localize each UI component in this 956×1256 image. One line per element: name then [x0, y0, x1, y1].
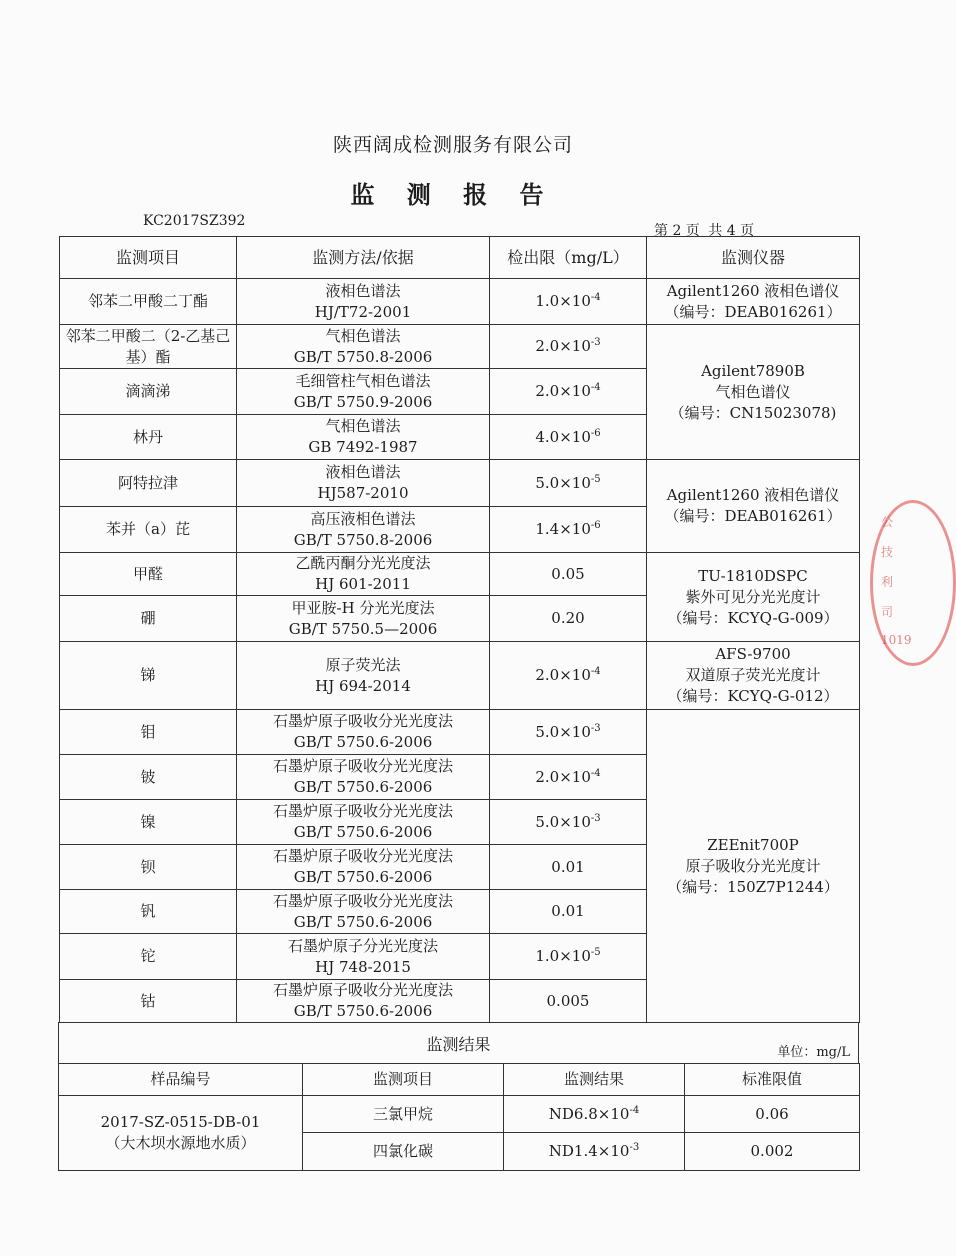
- seal-char: 司: [881, 605, 894, 619]
- table-header-row: [60, 237, 860, 279]
- result-base: ND1.4×10: [548, 1142, 630, 1160]
- result-limit: 0.06: [685, 1096, 860, 1133]
- page-number: 第 2 页: [654, 223, 700, 239]
- method-name: 液相色谱法: [325, 281, 401, 300]
- limit-cell: [490, 934, 647, 980]
- limit-cell: [490, 800, 647, 845]
- table-row: [60, 460, 860, 507]
- instrument-model: 紫外可见分光光度计: [685, 587, 821, 606]
- instrument-model: 双道原子荧光光度计: [685, 666, 821, 684]
- method-cell: [237, 710, 490, 755]
- limit-cell: [490, 460, 647, 507]
- seal-year: 1019: [881, 633, 912, 647]
- item-cell: 甲醛: [60, 553, 237, 596]
- methods-table: [59, 236, 860, 1023]
- limit-cell: [490, 596, 647, 642]
- limit-exponent: -4: [590, 292, 601, 303]
- method-cell: [237, 642, 490, 710]
- table-row: [60, 325, 860, 369]
- table-row: [60, 279, 860, 325]
- limit-cell: [490, 279, 647, 325]
- header-result: 监测结果: [504, 1064, 685, 1096]
- result-value: [504, 1096, 685, 1133]
- limit-base: 2.0×10: [535, 767, 591, 786]
- method-name: 液相色谱法: [325, 463, 401, 481]
- method-standard: GB/T 5750.6-2006: [293, 778, 433, 796]
- limit-base: 4.0×10: [535, 427, 591, 446]
- method-standard: HJ 694-2014: [315, 676, 411, 695]
- limit-exponent: -3: [590, 812, 601, 824]
- method-name: 毛细管柱气相色谱法: [295, 371, 431, 390]
- result-base: ND6.8×10: [548, 1104, 630, 1123]
- limit-base: 1.0×10: [535, 292, 591, 310]
- method-cell: [237, 415, 490, 460]
- header-item: 监测项目: [60, 237, 237, 279]
- method-name: 石墨炉原子吸收分光光度法: [272, 757, 453, 775]
- instrument-cell: [647, 279, 860, 325]
- limit-cell: [490, 980, 647, 1023]
- method-name: 气相色谱法: [325, 326, 401, 345]
- header-sample-id: 样品编号: [59, 1064, 303, 1096]
- result-value: [504, 1133, 685, 1171]
- limit-cell: [490, 845, 647, 890]
- limit-base: 0.05: [551, 564, 585, 583]
- method-standard: GB/T 5750.6-2006: [293, 912, 433, 931]
- instrument-cell: [647, 553, 860, 642]
- results-unit: 单位：mg/L: [777, 1045, 850, 1060]
- limit-base: 2.0×10: [535, 337, 591, 355]
- method-name: 石墨炉原子分光光度法: [287, 936, 438, 955]
- instrument-cell: [647, 642, 860, 710]
- method-standard: HJ/T72-2001: [314, 302, 412, 321]
- instrument-model: 原子吸收分光光度计: [685, 856, 821, 875]
- method-cell: [237, 553, 490, 596]
- seal-char: 公: [881, 515, 894, 529]
- method-name: 高压液相色谱法: [310, 509, 416, 528]
- method-cell: [237, 934, 490, 980]
- method-cell: [237, 325, 490, 369]
- seal-char: 利: [881, 575, 894, 589]
- method-name: 气相色谱法: [325, 417, 401, 435]
- method-standard: GB/T 5750.5—2006: [288, 619, 438, 638]
- method-cell: [237, 755, 490, 800]
- result-limit: 0.002: [685, 1133, 860, 1171]
- method-cell: [237, 800, 490, 845]
- method-standard: GB/T 5750.8-2006: [293, 347, 433, 366]
- result-exponent: -4: [629, 1104, 640, 1116]
- item-cell: 邻苯二甲酸二丁酯: [60, 279, 237, 325]
- report-title: 监 测 报 告: [350, 180, 556, 209]
- method-cell: [237, 460, 490, 507]
- result-row: [59, 1096, 860, 1133]
- results-title: 监测结果: [426, 1035, 491, 1054]
- limit-cell: [490, 890, 647, 934]
- results-header-row: [59, 1064, 860, 1096]
- method-standard: GB/T 5750.9-2006: [293, 392, 433, 411]
- limit-base: 0.01: [551, 857, 585, 876]
- limit-base: 5.0×10: [535, 473, 591, 492]
- instrument-code: （编号：KCYQ-G-009）: [667, 608, 839, 627]
- page-total: 共 4 页: [708, 223, 755, 239]
- limit-cell: [490, 642, 647, 710]
- instrument-code: （编号：CN15023078): [669, 403, 837, 422]
- instrument-name: TU-1810DSPC: [698, 566, 808, 585]
- method-name: 原子荧光法: [325, 655, 401, 674]
- item-cell: 锑: [60, 642, 237, 710]
- method-standard: HJ 601-2011: [315, 575, 411, 593]
- limit-exponent: -5: [590, 947, 601, 958]
- item-cell: 钼: [60, 710, 237, 755]
- limit-base: 5.0×10: [535, 722, 591, 741]
- instrument-code: （编号：150Z7P1244）: [667, 877, 839, 896]
- instrument-name: Agilent7890B: [701, 361, 805, 380]
- item-cell: 滴滴涕: [60, 369, 237, 415]
- instrument-name: ZEEnit700P: [707, 835, 799, 854]
- limit-cell: [490, 415, 647, 460]
- company-name: 陕西阔成检测服务有限公司: [332, 134, 573, 156]
- header-method: 监测方法/依据: [237, 237, 490, 279]
- limit-exponent: -4: [590, 382, 601, 393]
- method-cell: [237, 890, 490, 934]
- limit-cell: [490, 507, 647, 553]
- limit-cell: [490, 755, 647, 800]
- results-table: [58, 1063, 860, 1171]
- method-standard: GB 7492-1987: [308, 438, 418, 456]
- seal-char: 技: [881, 545, 894, 559]
- report-number: KC2017SZ392: [143, 213, 246, 229]
- limit-base: 1.0×10: [535, 947, 591, 965]
- method-standard: GB/T 5750.8-2006: [293, 530, 433, 549]
- sample-cell: [59, 1096, 303, 1171]
- instrument-name: AFS-9700: [715, 645, 791, 663]
- results-header: [58, 1022, 859, 1063]
- sample-id: 2017-SZ-0515-DB-01: [100, 1113, 261, 1131]
- item-cell: 钒: [60, 890, 237, 934]
- header-limit: 检出限（mg/L）: [490, 237, 647, 279]
- result-item: 三氯甲烷: [303, 1096, 504, 1133]
- header-standard-limit: 标准限值: [685, 1064, 860, 1096]
- instrument-code: （编号：KCYQ-G-012）: [667, 687, 839, 705]
- table-row: [60, 642, 860, 710]
- item-cell: 铊: [60, 934, 237, 980]
- instrument-name: Agilent1260 液相色谱仪: [666, 281, 840, 300]
- limit-base: 2.0×10: [535, 382, 591, 400]
- method-standard: GB/T 5750.6-2006: [293, 823, 433, 841]
- limit-exponent: -4: [590, 666, 601, 677]
- instrument-cell: [647, 460, 860, 553]
- instrument-code: （编号：DEAB016261）: [664, 302, 842, 321]
- limit-base: 1.4×10: [535, 520, 591, 538]
- limit-cell: [490, 710, 647, 755]
- limit-cell: [490, 369, 647, 415]
- method-standard: GB/T 5750.6-2006: [293, 868, 433, 886]
- method-name: 石墨炉原子吸收分光光度法: [272, 981, 453, 999]
- limit-base: 2.0×10: [535, 666, 591, 684]
- table-row: [60, 553, 860, 596]
- instrument-cell: [647, 710, 860, 1023]
- instrument-code: （编号：DEAB016261）: [664, 507, 842, 525]
- method-cell: [237, 845, 490, 890]
- item-cell: 苯并（a）芘: [60, 507, 237, 553]
- header-instrument: 监测仪器: [647, 237, 860, 279]
- limit-exponent: -3: [590, 722, 601, 734]
- limit-cell: [490, 553, 647, 596]
- method-standard: HJ587-2010: [317, 484, 409, 502]
- method-name: 乙酰丙酮分光光度法: [295, 554, 431, 572]
- item-cell: 钡: [60, 845, 237, 890]
- item-cell: 林丹: [60, 415, 237, 460]
- method-name: 石墨炉原子吸收分光光度法: [272, 802, 453, 820]
- limit-base: 5.0×10: [535, 812, 591, 831]
- instrument-name: Agilent1260 液相色谱仪: [666, 486, 840, 504]
- method-name: 石墨炉原子吸收分光光度法: [272, 847, 453, 865]
- method-name: 石墨炉原子吸收分光光度法: [272, 891, 453, 910]
- item-cell: 钴: [60, 980, 237, 1023]
- limit-exponent: -3: [590, 337, 601, 348]
- result-exponent: -3: [629, 1142, 640, 1153]
- method-standard: GB/T 5750.6-2006: [293, 733, 433, 751]
- item-cell: 硼: [60, 596, 237, 642]
- method-cell: [237, 596, 490, 642]
- limit-base: 0.005: [546, 991, 590, 1010]
- method-cell: [237, 507, 490, 553]
- method-standard: HJ 748-2015: [315, 957, 411, 976]
- method-standard: GB/T 5750.6-2006: [293, 1002, 433, 1020]
- limit-exponent: -5: [590, 473, 601, 485]
- limit-exponent: -6: [590, 427, 601, 439]
- item-cell: 镍: [60, 800, 237, 845]
- method-name: 甲亚胺-H 分光光度法: [291, 598, 435, 617]
- table-row: [60, 710, 860, 755]
- item-cell: 邻苯二甲酸二（2-乙基己基）酯: [60, 325, 237, 369]
- item-cell: 阿特拉津: [60, 460, 237, 507]
- limit-base: 0.01: [551, 902, 585, 920]
- item-cell: 铍: [60, 755, 237, 800]
- limit-base: 0.20: [551, 609, 585, 627]
- method-cell: [237, 980, 490, 1023]
- method-cell: [237, 279, 490, 325]
- header-item: 监测项目: [303, 1064, 504, 1096]
- result-item: 四氯化碳: [303, 1133, 504, 1171]
- sample-description: （大木坝水源地水质）: [105, 1134, 256, 1152]
- method-name: 石墨炉原子吸收分光光度法: [272, 712, 453, 730]
- instrument-cell: [647, 325, 860, 460]
- limit-exponent: -6: [590, 520, 601, 531]
- limit-exponent: -4: [590, 767, 601, 779]
- company-seal: [870, 500, 956, 666]
- method-cell: [237, 369, 490, 415]
- instrument-model: 气相色谱仪: [715, 382, 791, 401]
- limit-cell: [490, 325, 647, 369]
